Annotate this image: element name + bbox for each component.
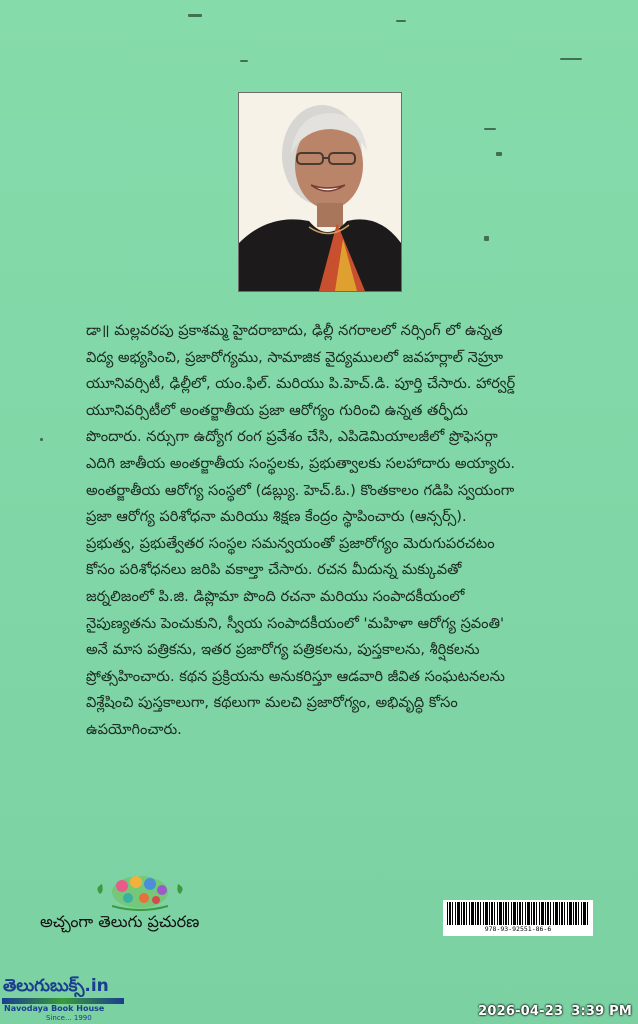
bio-line: డా॥ మల్లవరపు ప్రకాశమ్మ హైదరాబాదు, ఢిల్లీ నగరాలలో నర్సింగ్ లో ఉన్నత [86,322,503,339]
watermark-subtitle: Navodaya Book House [4,1004,105,1013]
timestamp-time: 3:39 PM [571,1004,632,1019]
author-bio [86,318,556,744]
bio-line: ప్రజా ఆరోగ్య పరిశోధనా మరియు శిక్షణ కేంద్రం స్థాపించారు (ఆన్సర్స్). [86,508,467,526]
author-photo [238,92,402,292]
print-speck [496,152,502,156]
print-speck [560,58,582,60]
bio-line: అనే మాస పత్రికను, ఇతర ప్రజారోగ్య పత్రికలను, పుస్తకాలను, శీర్షికలను [86,641,480,659]
bio-line: ప్రోత్సహించారు. కథన ప్రక్రియను అనుకరిస్తూ ఆడవారి జీవిత సంఘటనలను [86,667,505,685]
bio-line: ఉపయోగించారు. [86,720,182,738]
print-speck [484,128,496,130]
author-portrait [239,93,401,291]
timestamp-date: 2026-04-23 [478,1004,564,1019]
watermark-since: Since... 1990 [46,1014,92,1022]
bio-line: యూనివర్సిటీలో అంతర్జాతీయ ప్రజా ఆరోగ్యం గురించి ఉన్నత తర్ఫీదు [86,401,468,419]
barcode-bars [447,902,589,925]
print-speck [188,14,202,17]
isbn-barcode [443,900,593,936]
publisher-logo-graphic [92,870,188,914]
bio-line: ఎదిగి జాతీయ అంతర్జాతీయ సంస్థలకు, ప్రభుత్వాలకు సలహాదారు అయ్యారు. [86,454,516,472]
bio-line: విద్య అభ్యసించి, ప్రజారోగ్యము, సామాజిక వైద్యములలో జవహర్లాల్ నెహ్రూ [86,348,503,366]
bio-line: యూనివర్సిటీ, ఢిల్లీలో, యం.ఫిల్. మరియు పి.హెచ్.డి. పూర్తి చేసారు. హార్వర్డ్ [86,375,516,393]
print-speck [484,236,489,241]
photo-timestamp [478,1004,632,1019]
publisher-name: అచ్చంగా తెలుగు ప్రచురణ [40,912,200,931]
bio-line: జర్నలిజంలో పి.జి. డిప్లొమా పొంది రచనా మరియు సంపాదకీయంలో [86,587,465,605]
isbn-number: 978-93-92551-86-6 [484,925,552,933]
bio-line: విశ్లేషించి పుస్తకాలుగా, కథలుగా మలచి ప్రజారోగ్యం, అభివృద్ధి కోసం [86,694,458,712]
site-watermark [0,974,130,1024]
bio-line: నైపుణ్యతను పెంచుకుని, స్వీయ సంపాదకీయంలో 'మహిళా ఆరోగ్య స్రవంతి' [86,614,505,632]
bio-line: ప్రభుత్వ, ప్రభుత్వేతర సంస్థల సమన్వయంతో ప్రజారోగ్యం మెరుగుపరచటం [86,534,495,552]
bio-line: అంతర్జాతీయ ఆరోగ్య సంస్థలో (డబ్ల్యు. హెచ్.ఓ.) కొంతకాలం గడిపి స్వయంగా [86,481,515,499]
print-speck [396,20,406,22]
print-speck [40,438,43,441]
watermark-title: తెలుగుబుక్స్.in [3,976,109,996]
bio-line: పొందారు. నర్సుగా ఉద్యోగ రంగ ప్రవేశం చేసి, ఎపిడెమియాలజీలో ప్రొఫెసర్గా [86,428,498,446]
publisher-logo [92,870,188,914]
print-speck [240,60,248,62]
bio-line: కోసం పరిశోధనలు జరిపి వకాల్తా చేసారు. రచన మీదున్న మక్కువతో [86,561,462,579]
